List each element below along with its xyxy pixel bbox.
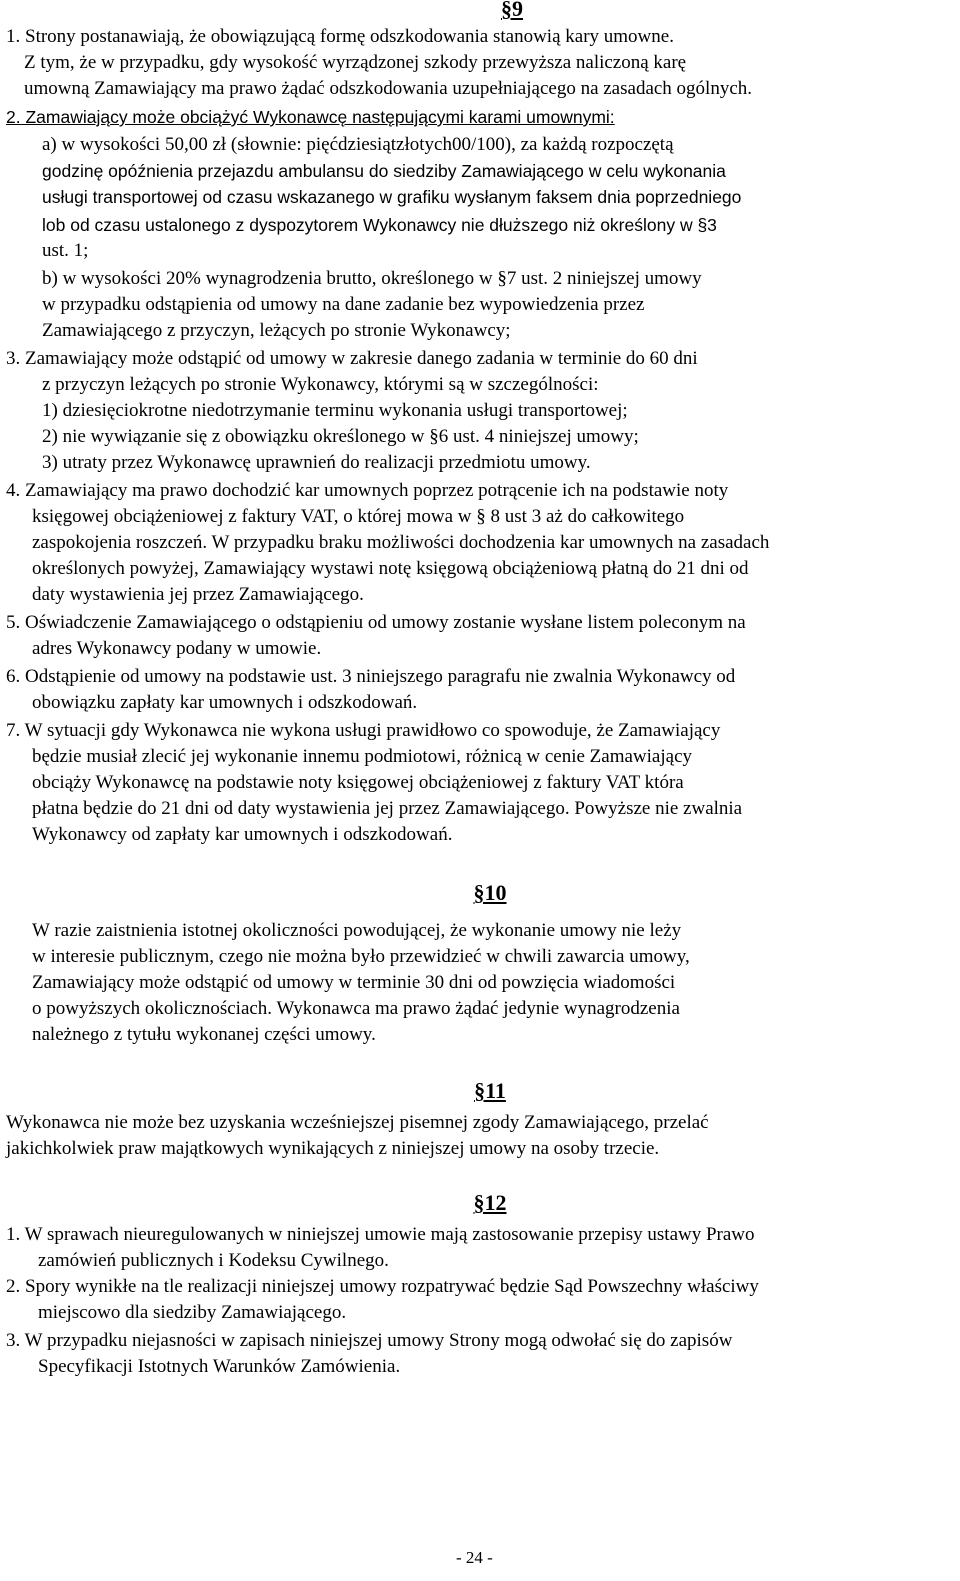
- paragraph-12-3-line-1: 3. W przypadku niejasności w zapisach niniejszej umowy Strony mogą odwołać się do zapisów: [6, 1330, 733, 1351]
- paragraph-12-2-line-2: miejscowo dla siedziby Zamawiającego.: [38, 1302, 347, 1323]
- paragraph-10-line-2: w interesie publicznym, czego nie można było przewidzieć w chwili zawarcia umowy,: [32, 946, 690, 967]
- paragraph-9-2-intro: 2. Zamawiający może obciążyć Wykonawcę następującymi karami umownymi:: [6, 107, 615, 127]
- text: 1. Strony postanawiają, że obowiązującą formę odszkodowania stanowią kary umowne.: [6, 26, 674, 47]
- paragraph-12-1-line-1: 1. W sprawach nieuregulowanych w niniejszej umowie mają zastosowanie przepisy ustawy Prawo: [6, 1224, 755, 1245]
- paragraph-9-2a-line-4: lob od czasu ustalonego z dyspozytorem Wykonawcy nie dłuższego niż określony w §3: [42, 215, 717, 235]
- paragraph-9-3-line-5: 3) utraty przez Wykonawcę uprawnień do realizacji przedmiotu umowy.: [42, 452, 591, 473]
- paragraph-9-2b-line-1: b) w wysokości 20% wynagrodzenia brutto, określonego w §7 ust. 2 niniejszej umowy: [42, 268, 702, 289]
- paragraph-12-1-line-2: zamówień publicznych i Kodeksu Cywilnego.: [38, 1250, 389, 1271]
- section-heading-11: §11: [474, 1078, 506, 1103]
- paragraph-10-line-3: Zamawiający może odstąpić od umowy w terminie 30 dni od powzięcia wiadomości: [32, 972, 676, 993]
- paragraph-9-6-line-2: obowiązku zapłaty kar umownych i odszkodowań.: [32, 692, 418, 713]
- section-heading-10: §10: [473, 880, 507, 905]
- paragraph-9-4-line-3: zaspokojenia roszczeń. W przypadku braku możliwości dochodzenia kar umownych na zasadach: [32, 532, 770, 553]
- paragraph-9-3-line-4: 2) nie wywiązanie się z obowiązku określonego w §6 ust. 4 niniejszej umowy;: [42, 426, 639, 447]
- paragraph-9-4-line-1: 4. Zamawiający ma prawo dochodzić kar umownych poprzez potrącenie ich na podstawie noty: [6, 480, 729, 501]
- paragraph-9-4-line-4: określonych powyżej, Zamawiający wystawi notę księgową obciążeniową płatną do 21 dni od: [32, 558, 749, 579]
- paragraph-9-5-line-1: 5. Oświadczenie Zamawiającego o odstąpieniu od umowy zostanie wysłane listem poleconym na: [6, 612, 746, 633]
- paragraph-9-7-line-3: obciąży Wykonawcę na podstawie noty księgowej obciążeniowej z faktury VAT która: [32, 772, 684, 793]
- paragraph-9-2a-line-2: godzinę opóźnienia przejazdu ambulansu do siedziby Zamawiającego w celu wykonania: [42, 161, 726, 181]
- paragraph-9-2b-line-3: Zamawiającego z przyczyn, leżących po stronie Wykonawcy;: [42, 320, 511, 341]
- section-heading-9: §9: [501, 0, 523, 21]
- paragraph-9-6-line-1: 6. Odstąpienie od umowy na podstawie ust. 3 niniejszego paragrafu nie zwalnia Wykonawcy od: [6, 666, 736, 687]
- paragraph-9-7-line-4: płatna będzie do 21 dni od daty wystawienia jej przez Zamawiającego. Powyższe nie zwalnia: [32, 798, 743, 819]
- paragraph-9-1-line-3: umowną Zamawiający ma prawo żądać odszkodowania uzupełniającego na zasadach ogólnych.: [24, 78, 753, 99]
- paragraph-11-line-1: Wykonawca nie może bez uzyskania wcześniejszej pisemnej zgody Zamawiającego, przelać: [6, 1112, 709, 1133]
- paragraph-10-line-1: W razie zaistnienia istotnej okoliczności powodującej, że wykonanie umowy nie leży: [32, 920, 682, 941]
- page-number: - 24 -: [456, 1548, 493, 1567]
- paragraph-9-4-line-5: daty wystawienia jej przez Zamawiającego.: [32, 584, 364, 605]
- paragraph-9-5-line-2: adres Wykonawcy podany w umowie.: [32, 638, 322, 659]
- paragraph-9-3-line-2: z przyczyn leżących po stronie Wykonawcy, którymi są w szczególności:: [42, 374, 599, 395]
- paragraph-9-2b-line-2: w przypadku odstąpienia od umowy na dane zadanie bez wypowiedzenia przez: [42, 294, 645, 315]
- paragraph-9-1-line-1: [6, 24, 948, 50]
- paragraph-9-1-line-2: Z tym, że w przypadku, gdy wysokość wyrządzonej szkody przewyższa naliczoną karę: [24, 52, 687, 73]
- paragraph-12-3-line-2: Specyfikacji Istotnych Warunków Zamówienia.: [38, 1356, 401, 1377]
- section-heading-12: §12: [473, 1190, 507, 1215]
- paragraph-11-line-2: jakichkolwiek praw majątkowych wynikających z niniejszej umowy na osoby trzecie.: [6, 1138, 660, 1159]
- paragraph-9-3-line-1: 3. Zamawiający może odstąpić od umowy w zakresie danego zadania w terminie do 60 dni: [6, 348, 698, 369]
- paragraph-9-4-line-2: księgowej obciążeniowej z faktury VAT, o której mowa w § 8 ust 3 aż do całkowitego: [32, 506, 685, 527]
- paragraph-9-2a-line-1: a) w wysokości 50,00 zł (słownie: pięćdziesiątzłotych00/100), za każdą rozpoczętą: [42, 134, 674, 155]
- paragraph-9-7-line-2: będzie musiał zlecić jej wykonanie innemu podmiotowi, różnicą w cenie Zamawiający: [32, 746, 692, 767]
- paragraph-9-2a-line-5: ust. 1;: [42, 240, 89, 261]
- paragraph-9-2a-line-3: usługi transportowej od czasu wskazanego w grafiku wysłanym faksem dnia poprzedniego: [42, 187, 742, 207]
- paragraph-12-2-line-1: 2. Spory wynikłe na tle realizacji niniejszej umowy rozpatrywać będzie Sąd Powszechny właściwy: [6, 1276, 759, 1297]
- paragraph-10-line-4: o powyższych okolicznościach. Wykonawca ma prawo żądać jedynie wynagrodzenia: [32, 998, 680, 1019]
- paragraph-9-3-line-3: 1) dziesięciokrotne niedotrzymanie terminu wykonania usługi transportowej;: [42, 400, 628, 421]
- paragraph-9-7-line-1: 7. W sytuacji gdy Wykonawca nie wykona usługi prawidłowo co spowoduje, że Zamawiający: [6, 720, 721, 741]
- paragraph-10-line-5: należnego z tytułu wykonanej części umowy.: [32, 1024, 376, 1045]
- paragraph-9-7-line-5: Wykonawcy od zapłaty kar umownych i odszkodowań.: [32, 824, 453, 845]
